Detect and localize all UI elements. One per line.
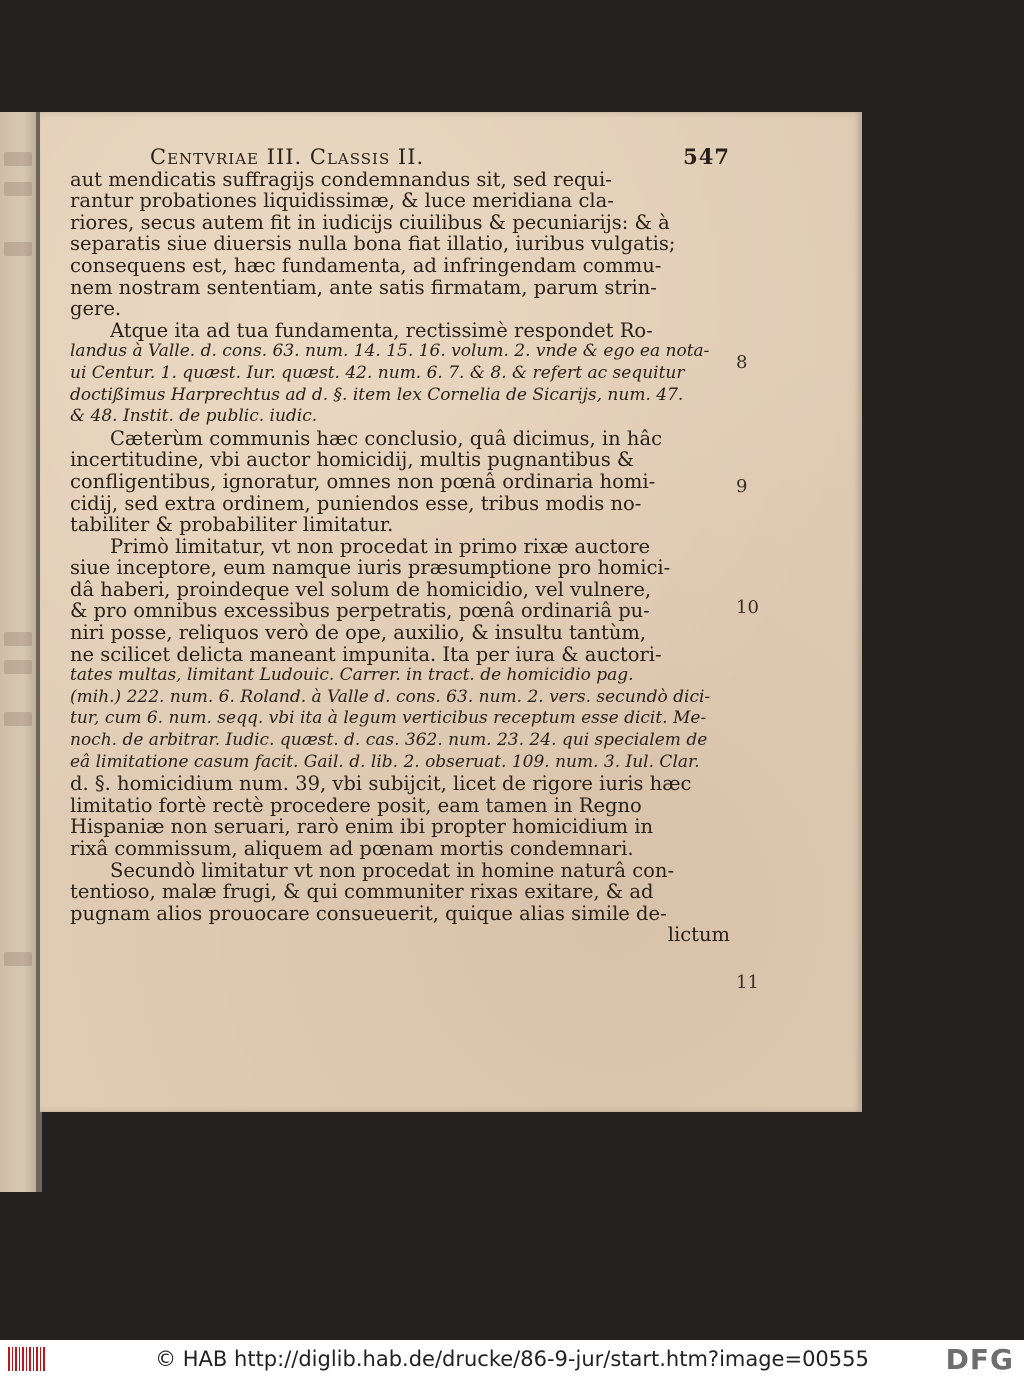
text-line: cidij, sed extra ordinem, puniendos esse, tribus modis no- bbox=[70, 491, 642, 515]
dfg-logo: DFG bbox=[945, 1342, 1014, 1376]
text-line: incertitudine, vbi auctor homicidij, multis pugnantibus & bbox=[70, 448, 635, 472]
text-line: tabiliter & probabiliter limitatur. bbox=[70, 513, 394, 537]
citation-line: & 48. Instit. de public. iudic. bbox=[70, 406, 318, 427]
citation-line: (mih.) 222. num. 6. Roland. à Valle d. cons. 63. num. 2. vers. secundò dici- bbox=[70, 686, 711, 707]
citation-line: ui Centur. 1. quæst. Iur. quæst. 42. num. 6. 7. & 8. & refert ac sequitur bbox=[70, 362, 685, 383]
text-line: niri posse, reliquos verò de ope, auxilio, & insultu tantùm, bbox=[70, 621, 647, 645]
catchword: lictum bbox=[667, 923, 730, 947]
text-line: Primò limitatur, vt non procedat in primo rixæ auctore bbox=[110, 534, 651, 558]
text-line: dâ haberi, proindeque vel solum de homicidio, vel vulnere, bbox=[70, 577, 652, 601]
margin-number: 10 bbox=[736, 597, 759, 618]
paragraph-11 bbox=[70, 860, 730, 946]
paragraph-continuation bbox=[70, 169, 730, 320]
text-line: gere. bbox=[70, 297, 122, 321]
text-line: separatis siue diuersis nulla bona fiat illatio, iuribus vulgatis; bbox=[70, 232, 676, 256]
book-page bbox=[40, 112, 862, 1112]
text-line: tentioso, malæ frugi, & qui communiter rixas exitare, & ad bbox=[70, 880, 654, 904]
citation-line: eâ limitatione casum facit. Gail. d. lib. 2. obseruat. 109. num. 3. Iul. Clar. bbox=[70, 751, 700, 772]
previous-page-edge bbox=[0, 112, 38, 1192]
text-line: riores, secus autem fit in iudicijs ciuilibus & pecuniarijs: & à bbox=[70, 210, 670, 234]
text-line: rantur probationes liquidissimæ, & luce meridiana cla- bbox=[70, 189, 614, 213]
text-line: Cæterùm communis hæc conclusio, quâ dicimus, in hâc bbox=[110, 426, 663, 450]
text-line: consequens est, hæc fundamenta, ad infringendam commu- bbox=[70, 253, 662, 277]
text-line: ne scilicet delicta maneant impunita. Ita per iura & auctori- bbox=[70, 642, 662, 666]
text-line: nem nostram sententiam, ante satis firmatam, parum strin- bbox=[70, 275, 657, 299]
text-line: siue inceptore, eum namque iuris præsumptione pro homici- bbox=[70, 556, 671, 580]
text-line: aut mendicatis suffragijs condemnandus sit, sed requi- bbox=[70, 167, 612, 191]
text-line: Atque ita ad tua fundamenta, rectissimè respondet Ro- bbox=[110, 318, 653, 342]
text-line: Secundò limitatur vt non procedat in homine naturâ con- bbox=[110, 858, 675, 882]
text-line: pugnam alios prouocare consueuerit, quique alias simile de- bbox=[70, 901, 667, 925]
citation-line: doctißimus Harprechtus ad d. §. item lex Cornelia de Sicarijs, num. 47. bbox=[70, 384, 684, 405]
paragraph-9 bbox=[70, 428, 730, 536]
paragraph-10 bbox=[70, 536, 730, 860]
text-line: & pro omnibus excessibus perpetratis, pœnâ ordinariâ pu- bbox=[70, 599, 650, 623]
running-header bbox=[150, 146, 730, 169]
margin-number: 8 bbox=[736, 352, 748, 373]
copyright-link[interactable]: © HAB http://diglib.hab.de/drucke/86-9-jur/start.htm?image=00555 bbox=[155, 1347, 869, 1371]
citation-line: tates multas, limitant Ludouic. Carrer. in tract. de homicidio pag. bbox=[70, 665, 634, 686]
margin-number: 11 bbox=[736, 972, 759, 993]
folio-number: 547 bbox=[683, 144, 730, 169]
text-line: Hispaniæ non seruari, rarò enim ibi propter homicidium in bbox=[70, 815, 654, 839]
running-title: Centvriae III. Classis II. bbox=[150, 145, 425, 169]
citation-line: landus à Valle. d. cons. 63. num. 14. 15. 16. volum. 2. vnde & ego ea nota- bbox=[70, 341, 710, 362]
paragraph-8 bbox=[70, 320, 730, 428]
text-line: limitatio fortè rectè procedere posit, eam tamen in Regno bbox=[70, 793, 642, 817]
viewer-footer bbox=[0, 1340, 1024, 1378]
text-line: confligentibus, ignoratur, omnes non pœnâ ordinaria homi- bbox=[70, 469, 656, 493]
citation-line: noch. de arbitrar. Iudic. quæst. d. cas. 362. num. 23. 24. qui specialem de bbox=[70, 730, 708, 751]
text-line: d. §. homicidium num. 39, vbi subijcit, licet de rigore iuris hæc bbox=[70, 772, 692, 796]
text-line: rixâ commissum, aliquem ad pœnam mortis condemnari. bbox=[70, 837, 634, 860]
citation-line: tur, cum 6. num. seqq. vbi ita à legum verticibus receptum esse dicit. Me- bbox=[70, 708, 707, 729]
page-text bbox=[70, 146, 730, 946]
margin-number: 9 bbox=[736, 476, 748, 497]
